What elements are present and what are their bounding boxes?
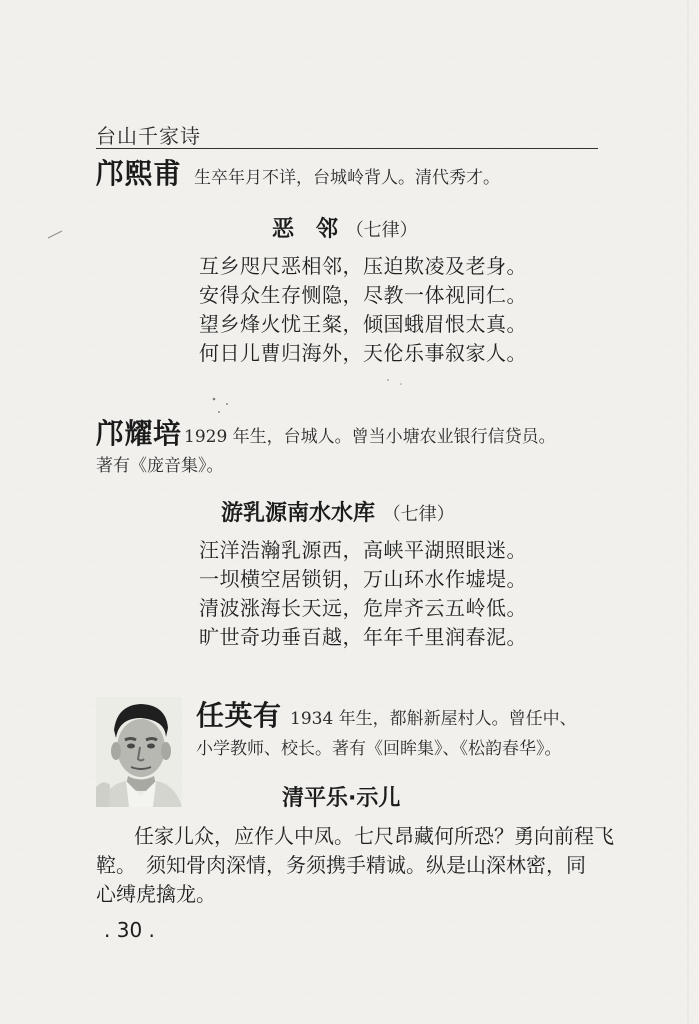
author-name-kuang-yaopei: 邝耀培 <box>96 417 182 450</box>
poem-title-text-1: 恶 邻 <box>272 217 339 242</box>
header-rule <box>96 148 598 149</box>
poem-line-2-1: 汪洋浩瀚乳源西，高峡平湖照眼迷。 <box>199 538 527 562</box>
author-bio-3-line-1: 1934 年生，都斛新屋村人。曾任中、 <box>290 709 577 729</box>
portrait-image <box>96 697 182 807</box>
poem-line-1-2: 安得众生存恻隐，尽教一体视同仁。 <box>199 283 527 307</box>
poem-title-3: 清平乐·示儿 <box>282 786 401 811</box>
ci-poem-body <box>96 822 614 909</box>
poem-form-2: （七律） <box>382 504 455 525</box>
poem-line-2-2: 一坝横空居锁钥，万山环水作墟堤。 <box>199 567 527 591</box>
poem-form-1: （七律） <box>345 220 418 241</box>
poem-title-2 <box>221 496 455 527</box>
page-header <box>96 120 598 150</box>
poem-title-1 <box>272 212 418 243</box>
ci-line-2: 鞚。 须知骨肉深情，务须携手精诚。纵是山深林密，同 <box>96 853 586 877</box>
author-name-ren-yingyou: 任英有 <box>196 699 282 732</box>
ci-line-3: 心缚虎擒龙。 <box>96 882 216 906</box>
author-bio-2-line-1: 1929 年生，台城人。曾当小塘农业银行信贷员。 <box>184 427 556 447</box>
author-portrait-ren-yingyou <box>96 697 182 807</box>
book-title: 台山千家诗 <box>96 124 201 148</box>
poem-line-1-1: 互乡咫尺恶相邻，压迫欺凌及老身。 <box>199 254 527 278</box>
poem-title-text-2: 游乳源南水水库 <box>221 501 376 526</box>
author-bio-3-line-2: 小学教师、校长。著有《回眸集》、《松韵春华》。 <box>196 739 562 759</box>
poem-line-1-4: 何日儿曹归海外，天伦乐事叙家人。 <box>199 341 527 365</box>
ci-line-1: 任家儿众，应作人中凤。七尺昂藏何所恐？勇向前程飞 <box>134 824 614 848</box>
page-number: . 30 . <box>104 918 155 942</box>
poem-line-2-4: 旷世奇功垂百越，年年千里润春泥。 <box>199 625 527 649</box>
author-bio-1: 生卒年月不详，台城岭背人。清代秀才。 <box>194 168 500 188</box>
poem-line-2-3: 清波涨海长天远，危岸齐云五岭低。 <box>199 596 527 620</box>
poem-line-1-3: 望乡烽火忧王粲，倾国蛾眉恨太真。 <box>199 312 527 336</box>
author-bio-2-line-2: 著有《庞音集》。 <box>96 456 224 476</box>
author-name-kuang-xifu: 邝熙甫 <box>96 157 182 190</box>
